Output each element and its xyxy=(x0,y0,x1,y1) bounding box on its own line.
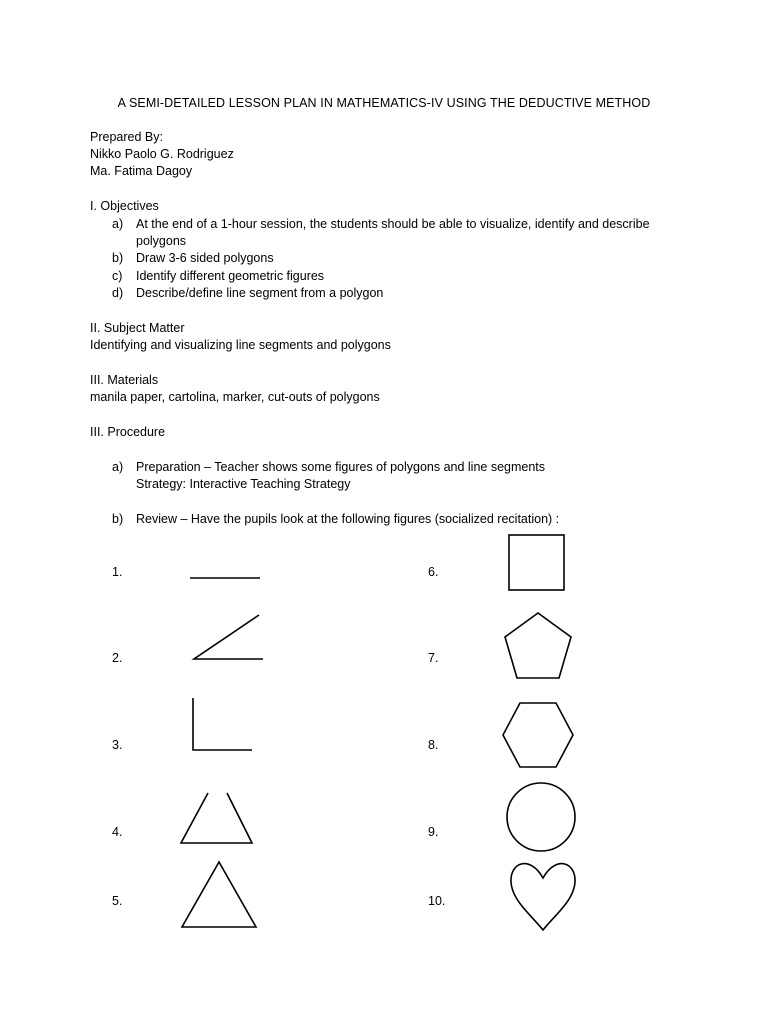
figure-number: 2. xyxy=(112,651,123,665)
procedure-letter: b) xyxy=(112,512,124,526)
objective-text: Describe/define line segment from a polygon xyxy=(136,286,384,300)
figure-number: 4. xyxy=(112,825,123,839)
prepared-by-label: Prepared By: xyxy=(90,130,163,144)
objective-letter: b) xyxy=(112,251,124,265)
hexagon-figure xyxy=(503,703,573,767)
figure-number: 9. xyxy=(428,825,439,839)
objectives-heading: I. Objectives xyxy=(90,199,159,213)
objective-text: Identify different geometric figures xyxy=(136,269,325,283)
materials-heading: III. Materials xyxy=(90,373,159,387)
right-angle-figure xyxy=(193,698,252,750)
objective-letter: d) xyxy=(112,286,124,300)
objective-text: At the end of a 1-hour session, the students should be able to visualize, identify and describe xyxy=(136,217,650,231)
materials-text: manila paper, cartolina, marker, cut-outs of polygons xyxy=(90,390,380,404)
procedure-text-continued: Strategy: Interactive Teaching Strategy xyxy=(136,477,351,491)
objective-letter: c) xyxy=(112,269,123,283)
figure-number: 1. xyxy=(112,565,123,579)
objective-text: Draw 3-6 sided polygons xyxy=(136,251,274,265)
figure-number: 7. xyxy=(428,651,439,665)
procedure-heading: III. Procedure xyxy=(90,425,166,439)
objective-letter: a) xyxy=(112,217,124,231)
procedure-text: Review – Have the pupils look at the following figures (socialized recitation) : xyxy=(136,512,560,526)
triangle-figure xyxy=(182,862,256,927)
figure-number: 8. xyxy=(428,738,439,752)
heart-figure xyxy=(511,864,575,930)
figure-number: 5. xyxy=(112,894,123,908)
open-triangle-figure xyxy=(181,793,252,843)
document-title: A SEMI-DETAILED LESSON PLAN IN MATHEMATICS-IV USING THE DEDUCTIVE METHOD xyxy=(117,96,651,110)
square-figure xyxy=(509,535,564,590)
author-name: Ma. Fatima Dagoy xyxy=(90,164,193,178)
angle-figure xyxy=(194,615,263,659)
circle-figure xyxy=(507,783,575,851)
procedure-letter: a) xyxy=(112,460,124,474)
subject-text: Identifying and visualizing line segments and polygons xyxy=(90,338,391,352)
pentagon-figure xyxy=(505,613,571,678)
author-name: Nikko Paolo G. Rodriguez xyxy=(90,147,234,161)
figure-number: 6. xyxy=(428,565,439,579)
procedure-text: Preparation – Teacher shows some figures of polygons and line segments xyxy=(136,460,546,474)
figure-number: 10. xyxy=(428,894,446,908)
figure-number: 3. xyxy=(112,738,123,752)
subject-heading: II. Subject Matter xyxy=(90,321,185,335)
objective-text-continued: polygons xyxy=(136,234,187,248)
